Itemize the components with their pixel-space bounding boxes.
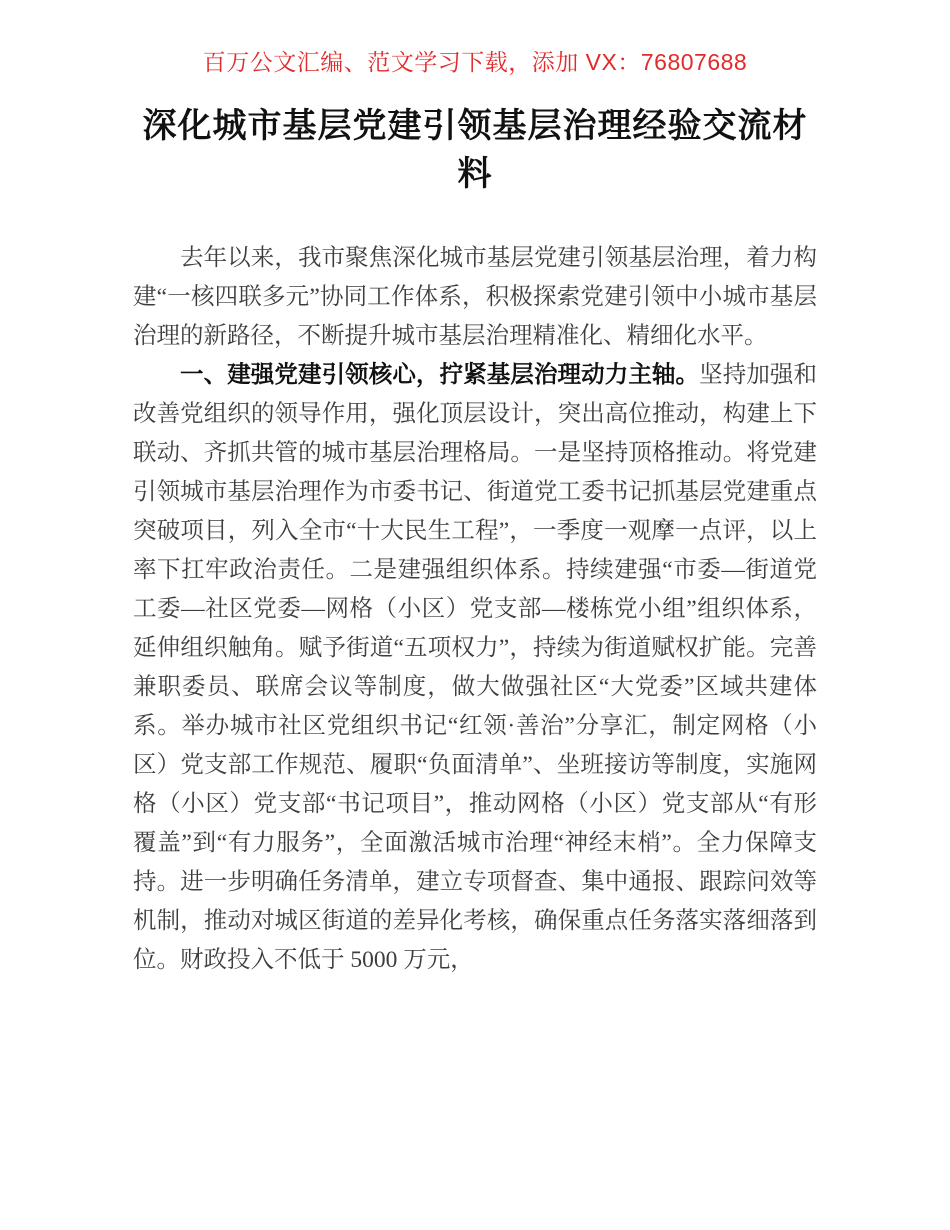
paragraph (133, 356, 817, 980)
document-body (133, 239, 817, 980)
document-title: 深化城市基层党建引领基层治理经验交流材料 (142, 107, 808, 194)
bold-run: 一、建强党建引领核心，拧紧基层治理动力主轴。 (180, 362, 700, 389)
text-run: 去年以来，我市聚焦深化城市基层党建引领基层治理，着力构建“一核四联多元”协同工作体系，积极探索党建引领中小城市基层治理的新路径，不断提升城市基层治理精准化、精细化水平。 (133, 245, 817, 350)
watermark-notice: 百万公文汇编、范文学习下载，添加 VX：76807688 (202, 49, 748, 75)
text-run: 坚持加强和改善党组织的领导作用，强化顶层设计，突出高位推动，构建上下联动、齐抓共管的城市基层治理格局。一是坚持顶格推动。将党建引领城市基层治理作为市委书记、街道党工委书记抓基层党建重点突破项目，列入全市“十大民生工程”，一季度一观摩一点评，以上率下扛牢政治责任。二是建强组织体系。持续建强“市委—街道党工委—社区党委—网格（小区）党支部—楼栋党小组”组织体系，延伸组织触角。赋予街道“五项权力”，持续为街道赋权扩能。完善兼职委员、联席会议等制度，做大做强社区“大党委”区域共建体系。举办城市社区党组织书记“红领·善治”分享汇，制定网格（小区）党支部工作规范、履职“负面清单”、坐班接访等制度，实施网格（小区）党支部“书记项目”，推动网格（小区）党支部从“有形覆盖”到“有力服务”，全面激活城市治理“神经末梢”。全力保障支持。进一步明确任务清单，建立专项督查、集中通报、跟踪问效等机制，推动对城区街道的差异化考核，确保重点任务落实落细落到位。财政投入不低于 5000 万元， (133, 362, 818, 974)
paragraph (133, 239, 817, 356)
